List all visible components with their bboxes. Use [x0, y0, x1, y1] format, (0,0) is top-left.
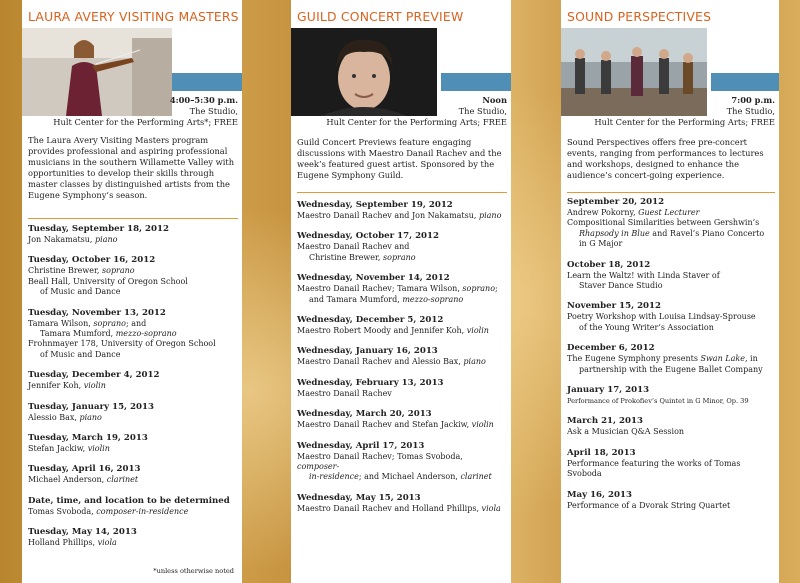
- event-detail: Maestro Danail Rachev and Alessio Bax, piano: [297, 357, 486, 367]
- event-item: [567, 490, 775, 511]
- divider: [297, 192, 507, 193]
- event-date: Tuesday, September 18, 2012: [28, 224, 169, 234]
- event-item: [297, 346, 507, 367]
- event-detail: in G Major: [579, 239, 623, 249]
- program-description: Guild Concert Previews feature engaging discussions with Maestro Danail Rachev and the week’s featured guest artist. Sponsored by the Eugene Symphony Guild.: [297, 137, 502, 180]
- event-date: December 6, 2012: [567, 343, 655, 354]
- event-item: [567, 448, 775, 480]
- event-detail: Alessio Bax, piano: [28, 412, 102, 422]
- section-title: SOUND PERSPECTIVES: [567, 9, 712, 24]
- event-detail: of Music and Dance: [40, 349, 121, 359]
- event-detail: The Eugene Symphony presents Swan Lake, in: [567, 354, 758, 364]
- event-item: [297, 200, 507, 221]
- event-date: Wednesday, April 17, 2013: [297, 440, 425, 451]
- section-title: GUILD CONCERT PREVIEW: [297, 9, 464, 24]
- event-item: [567, 343, 775, 375]
- event-date: Wednesday, November 14, 2012: [297, 273, 450, 284]
- event-detail: Stefan Jackiw, violin: [28, 444, 110, 454]
- event-item: [28, 370, 238, 391]
- event-item: [28, 496, 238, 517]
- event-detail: Maestro Danail Rachev: [297, 388, 392, 398]
- event-detail: Maestro Robert Moody and Jennifer Koh, violin: [297, 326, 489, 336]
- event-item: [567, 197, 775, 250]
- venue-line: Hult Center for the Performing Arts; FREE: [594, 117, 775, 127]
- event-detail: Christine Brewer, soprano: [28, 266, 135, 276]
- event-detail: Staver Dance Studio: [579, 281, 663, 291]
- event-item: [28, 433, 238, 454]
- event-date: April 18, 2013: [567, 447, 636, 458]
- event-detail: Poetry Workshop with Louisa Lindsay-Sprouse: [567, 312, 756, 322]
- event-item: [567, 301, 775, 333]
- event-list: [28, 224, 238, 559]
- event-detail: Maestro Danail Rachev and Jon Nakamatsu, piano: [297, 211, 502, 220]
- event-detail: Jon Nakamatsu, piano: [28, 235, 118, 244]
- event-date: September 20, 2012: [567, 197, 665, 207]
- event-date: Tuesday, May 14, 2013: [28, 527, 137, 538]
- event-detail: Frohnmayer 178, University of Oregon School: [28, 339, 216, 349]
- event-time: 7:00 p.m. The Studio,: [726, 95, 775, 116]
- event-detail: Maestro Danail Rachev; Tomas Svoboda, composer-: [297, 451, 463, 472]
- event-detail: Performance featuring the works of Tomas Svoboda: [567, 458, 741, 479]
- event-detail: Maestro Danail Rachev and Stefan Jackiw, violin: [297, 420, 494, 430]
- venue-line: Hult Center for the Performing Arts*; FREE: [53, 117, 238, 127]
- event-date: October 18, 2012: [567, 259, 651, 270]
- event-detail: Ask a Musician Q&A Session: [567, 427, 685, 437]
- event-date: Wednesday, December 5, 2012: [297, 315, 444, 326]
- event-detail: of Music and Dance: [40, 287, 121, 297]
- divider: [567, 192, 775, 193]
- event-detail: Maestro Danail Rachev; Tamara Wilson, soprano;: [297, 284, 498, 294]
- event-item: [297, 231, 507, 263]
- event-detail: Performance of Prokofiev’s Quintet in G Minor, Op. 39: [567, 397, 749, 406]
- event-item: [28, 255, 238, 297]
- event-detail: Jennifer Koh, violin: [28, 381, 106, 391]
- event-detail: and Tamara Mumford, mezzo-soprano: [309, 294, 464, 304]
- event-date: Tuesday, January 15, 2013: [28, 401, 154, 412]
- column-guild-concert-preview: [291, 0, 511, 583]
- event-detail: partnership with the Eugene Ballet Company: [579, 364, 763, 374]
- column-sound-perspectives: [561, 0, 779, 583]
- event-detail: Holland Phillips, viola: [28, 538, 117, 548]
- event-date: March 21, 2013: [567, 416, 643, 427]
- event-detail: Performance of a Dvorak String Quartet: [567, 500, 731, 510]
- event-item: [567, 260, 775, 292]
- event-detail: of the Young Writer’s Association: [579, 322, 714, 332]
- event-item: [567, 416, 775, 437]
- event-detail: Tomas Svoboda, composer-in-residence: [28, 506, 189, 516]
- event-detail: Tamara Mumford, mezzo-soprano: [40, 329, 177, 339]
- event-detail: Andrew Pokorny, Guest Lecturer: [567, 208, 700, 217]
- event-date: January 17, 2013: [567, 385, 650, 396]
- column-visiting-masters: [22, 0, 242, 583]
- event-date: November 15, 2012: [567, 301, 661, 312]
- event-date: Tuesday, April 16, 2013: [28, 464, 141, 475]
- event-item: [297, 409, 507, 430]
- program-description: Sound Perspectives offers free pre-concert events, ranging from performances to lectures and workshops, designed to enhance the audience’s concert-going experience.: [567, 137, 764, 180]
- event-date: Wednesday, February 13, 2013: [297, 377, 444, 388]
- event-date: Date, time, and location to be determined: [28, 495, 230, 506]
- event-time: 4:00–5:30 p.m. The Studio,: [169, 95, 238, 116]
- event-date: Tuesday, October 16, 2012: [28, 255, 156, 266]
- footnote: *unless otherwise noted: [153, 567, 234, 575]
- event-detail: Tamara Wilson, soprano; and: [28, 318, 147, 328]
- event-item: [28, 527, 238, 548]
- venue-line: Hult Center for the Performing Arts; FREE: [326, 117, 507, 127]
- event-date: May 16, 2013: [567, 489, 632, 500]
- event-item: [28, 224, 238, 245]
- event-item: [297, 378, 507, 399]
- event-detail: Compositional Similarities between Gershwin’s: [567, 218, 760, 228]
- accent-band: [711, 73, 779, 91]
- event-detail: Learn the Waltz! with Linda Staver of: [567, 270, 720, 280]
- event-detail: in-residence; and Michael Anderson, clarinet: [309, 472, 492, 482]
- event-detail: Rhapsody in Blue and Ravel’s Piano Concerto: [579, 228, 765, 238]
- event-date: Wednesday, March 20, 2013: [297, 409, 432, 420]
- section-title: LAURA AVERY VISITING MASTERS: [28, 9, 239, 24]
- event-item: [297, 441, 507, 483]
- event-item: [28, 402, 238, 423]
- event-item: [28, 308, 238, 361]
- divider: [28, 218, 238, 219]
- event-list: [567, 197, 775, 521]
- event-date: Wednesday, May 15, 2013: [297, 492, 421, 503]
- event-date: Tuesday, December 4, 2012: [28, 370, 160, 381]
- event-detail: Maestro Danail Rachev and Holland Phillips, viola: [297, 503, 501, 513]
- event-item: [567, 385, 775, 406]
- event-detail: Christine Brewer, soprano: [309, 252, 416, 262]
- event-date: Tuesday, November 13, 2012: [28, 307, 166, 318]
- event-item: [28, 464, 238, 485]
- event-date: Tuesday, March 19, 2013: [28, 433, 148, 444]
- program-description: The Laura Avery Visiting Masters program provides professional and aspiring professional musicians in the southern Willamette Valley with opportunities to develop their skills through master classes by distinguished artists from the Eugene Symphony’s season.: [28, 135, 235, 200]
- event-detail: Michael Anderson, clarinet: [28, 475, 139, 485]
- event-item: [297, 315, 507, 336]
- event-date: Wednesday, October 17, 2012: [297, 231, 439, 242]
- event-date: Wednesday, January 16, 2013: [297, 346, 438, 357]
- accent-band: [441, 73, 511, 91]
- event-detail: Beall Hall, University of Oregon School: [28, 276, 188, 286]
- event-list: [297, 200, 507, 524]
- event-item: [297, 493, 507, 514]
- accent-band: [172, 73, 242, 91]
- event-date: Wednesday, September 19, 2012: [297, 200, 453, 210]
- event-item: [297, 273, 507, 305]
- event-detail: Maestro Danail Rachev and: [297, 242, 410, 252]
- event-time: Noon The Studio,: [458, 95, 507, 116]
